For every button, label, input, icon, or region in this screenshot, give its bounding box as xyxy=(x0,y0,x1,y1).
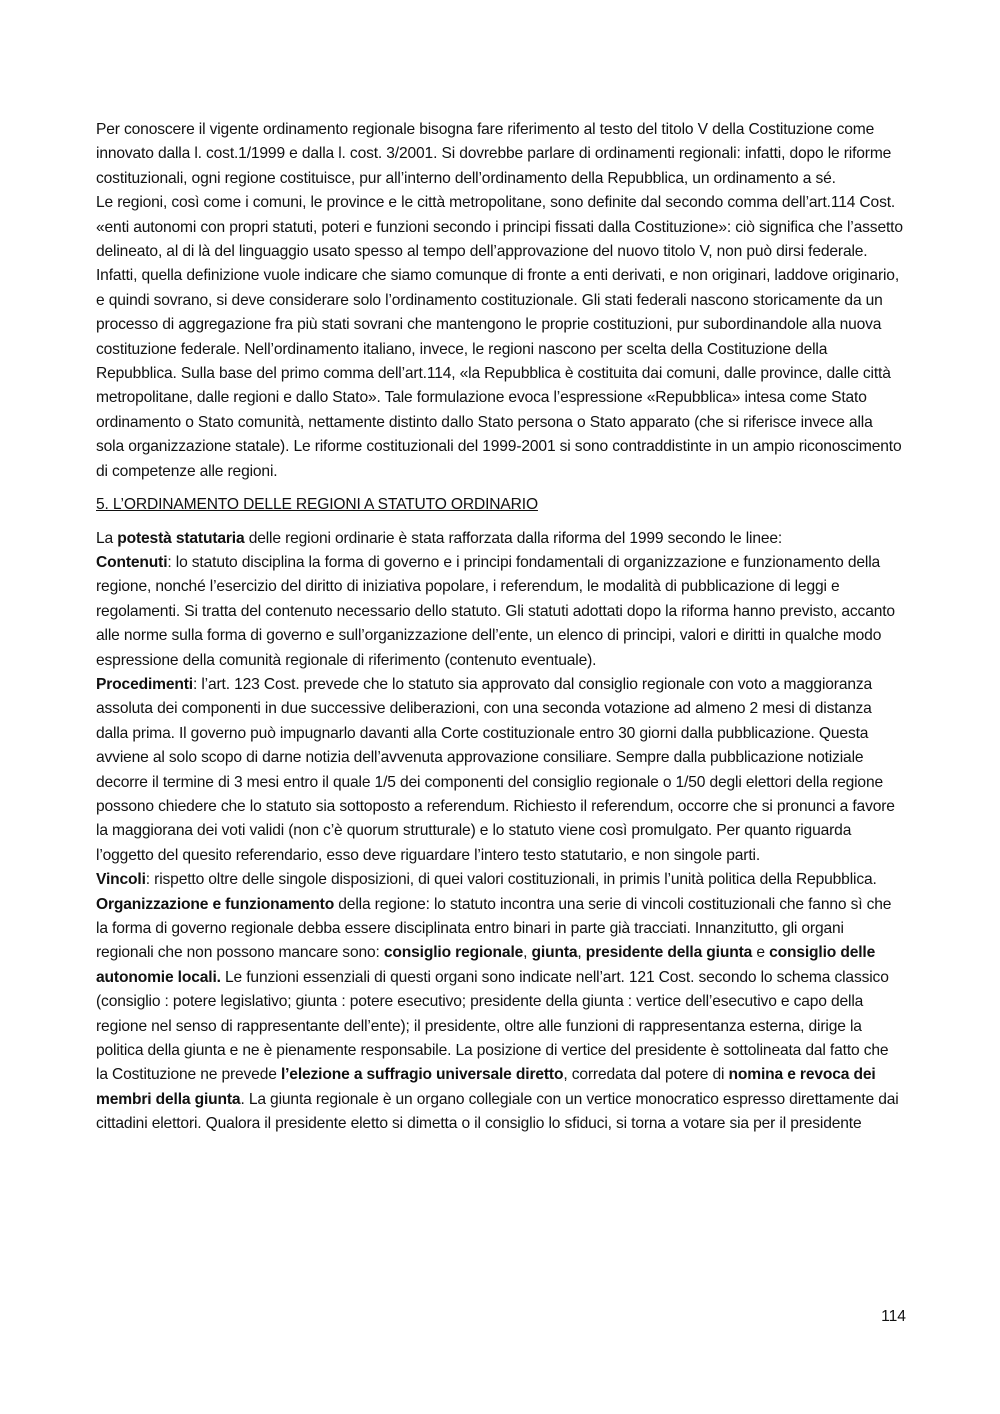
bold-term: Procedimenti xyxy=(96,675,193,693)
bold-term: consiglio delle autonomie locali. xyxy=(96,944,876,986)
body-text xyxy=(96,118,904,1137)
text-run: Le funzioni essenziali di questi organi sono indicate nell’art. 121 Cost. secondo lo schema classico (consiglio : potere legislativo; giunta : potere esecutivo; presidente della giunta : vertice dell’esecutivo e capo della regione nel senso di rappresentante dell’ente); il presidente, oltre alle funzioni di rappresentanza esterna, dirige la politica della giunta e ne è pienamente responsabile. La posizione di vertice del presidente è sottolineata dal fatto che la Costituzione ne prevede xyxy=(96,968,889,1084)
bold-term: Vincoli xyxy=(96,871,146,889)
bold-term: l’elezione a suffragio universale diretto xyxy=(280,1066,564,1084)
paragraph-vincoli xyxy=(96,868,904,892)
page-number: 114 xyxy=(881,1308,906,1325)
text-run: . La giunta regionale è un organo collegiale con un vertice monocratico espresso direttamente dai cittadini elettori. Qualora il presidente eletto si dimetta o il consiglio lo sfiduci, si torna a votare sia per il presidente xyxy=(96,1090,899,1133)
bold-term: Contenuti xyxy=(96,553,168,571)
text-run: La xyxy=(96,529,118,547)
paragraph-intro: Per conoscere il vigente ordinamento regionale bisogna fare riferimento al testo del titolo V della Costituzione come innovato dalla l. cost.1/1999 e dalla l. cost. 3/2001. Si dovrebbe parlare di ordinamenti regionali: infatti, dopo le riforme costituzionali, ogni regione costituisce, pur all’interno dell’ordinamento della Repubblica, un ordinamento a sé. xyxy=(96,121,892,187)
paragraph-contenuti xyxy=(96,551,904,673)
bold-term: nomina e revoca dei membri della giunta xyxy=(96,1066,876,1108)
paragraph-organizzazione xyxy=(96,893,904,1137)
paragraph-potesta-statutaria xyxy=(96,527,904,551)
bold-term: presidente della giunta xyxy=(585,944,753,962)
text-run: e xyxy=(752,944,770,962)
text-run: , xyxy=(577,944,586,962)
paragraph-regioni: Le regioni, così come i comuni, le province e le città metropolitane, sono definite dal secondo comma dell’art.114 Cost. «enti autonomi con propri statuti, poteri e funzioni secondo i principi fissati dalla Costituzione»: ciò significa che l’assetto delineato, al di là del linguaggio usato spesso al tempo dell’approvazione del nuovo titolo V, non può dirsi federale. Infatti, quella definizione vuole indicare che siamo comunque di fronte a enti derivati, e non originari, laddove originario, e quindi sovrano, si deve considerare solo l’ordinamento costituzionale. Gli stati federali nascono storicamente da un processo di aggregazione fra più stati sovrani che mantengono le proprie costituzioni, pur subordinandole alla nuova costituzione federale. Nell’ordinamento italiano, invece, le regioni nascono per scelta della Costituzione della Repubblica. Sulla base del primo comma dell’art.114, «la Repubblica è costituita dai comuni, dalle province, dalle città metropolitane, dalle regioni e dallo Stato». Tale formulazione evoca l’espressione «Repubblica» intesa come Stato ordinamento o Stato comunità, nettamente distinto dallo Stato persona o Stato apparato (che si riferisce invece alla sola organizzazione statale). Le riforme costituzionali del 1999-2001 si sono contraddistinte in un ampio riconoscimento di competenze alle regioni. xyxy=(96,194,903,480)
bold-term: Organizzazione e funzionamento xyxy=(96,895,335,913)
paragraph-procedimenti xyxy=(96,673,904,868)
bold-term: giunta xyxy=(531,944,578,962)
bold-term: potestà statutaria xyxy=(117,529,245,547)
bold-term: consiglio regionale xyxy=(383,944,524,962)
text-run: : l’art. 123 Cost. prevede che lo statuto sia approvato dal consiglio regionale con voto a maggioranza assoluta dei componenti in due successive deliberazioni, con una seconda votazione ad almeno 2 mesi di distanza dalla prima. Il governo può impugnarlo davanti alla Corte costituzionale entro 30 giorni dalla pubblicazione. Questa avviene al solo scopo di darne notizia dell’avvenuta approvazione consiliare. Sempre dalla pubblicazione notiziale decorre il termine di 3 mesi entro il quale 1/5 dei componenti del consiglio regionale o 1/50 degli elettori della regione possono chiedere che lo statuto sia sottoposto a referendum. Richiesto il referendum, occorre che si pronunci a favore la maggiorana dei voti validi (non c’è quorum strutturale) e lo statuto viene così promulgato. Per quanto riguarda l’oggetto del quesito referendario, esso deve riguardare l’intero testo statutario, e non singole parti. xyxy=(96,675,895,864)
text-run: , corredata dal potere di xyxy=(563,1066,729,1084)
text-run: : lo statuto disciplina la forma di governo e i principi fondamentali di organizzazione e funzionamento della regione, nonché l’esercizio del diritto di iniziativa popolare, i referendum, le modalità di pubblicazione di leggi e regolamenti. Si tratta del contenuto necessario dello statuto. Gli statuti adottati dopo la riforma hanno previsto, accanto alle norme sulla forma di governo e sull’organizzazione dell’ente, un elenco di principi, valori e diritti in qualche modo espressione della comunità regionale di riferimento (contenuto eventuale). xyxy=(96,553,895,669)
text-run: della regione: lo statuto incontra una serie di vincoli costituzionali che fanno sì che la forma di governo regionale debba essere disciplinata entro binari in parte già tracciati. Innanzitutto, gli organi regionali che non possono mancare sono: xyxy=(96,895,892,962)
section-heading: 5. L’ORDINAMENTO DELLE REGIONI A STATUTO ORDINARIO xyxy=(96,496,538,514)
text-run: delle regioni ordinarie è stata rafforzata dalla riforma del 1999 secondo le linee: xyxy=(244,529,783,547)
text-run: : rispetto oltre delle singole disposizioni, di quei valori costituzionali, in primis l’unità politica della Repubblica. xyxy=(145,871,877,889)
text-run: , xyxy=(523,944,532,962)
